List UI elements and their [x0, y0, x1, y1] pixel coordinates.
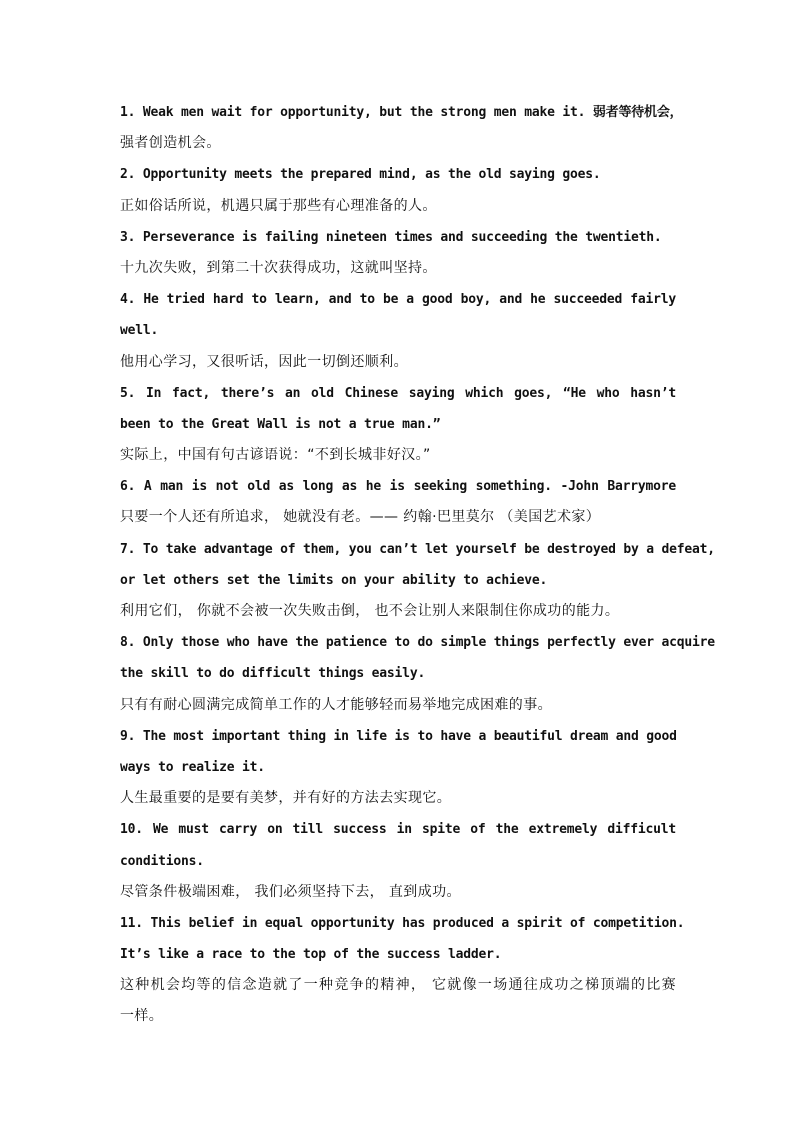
- quote-2-chinese: 正如俗话所说，机遇只属于那些有心理准备的人。: [120, 197, 437, 214]
- quote-9-english-line-1: 9. The most important thing in life is to have a beautiful dream and good: [120, 728, 677, 744]
- quote-item-7: [120, 534, 715, 628]
- quote-item-3: [120, 222, 676, 284]
- quote-10-chinese: 尽管条件极端困难， 我们必须坚持下去， 直到成功。: [120, 883, 461, 900]
- quote-item-11: [120, 908, 685, 1033]
- quote-10-english-line-1: 10. We must carry on till success in spite of the extremely difficult: [120, 822, 676, 838]
- quote-4-chinese: 他用心学习，又很听话，因此一切倒还顺利。: [120, 353, 408, 370]
- quote-10-english-line-2: conditions.: [120, 853, 204, 869]
- quote-11-english-line-1: 11. This belief in equal opportunity has produced a spirit of competition.: [120, 915, 685, 931]
- quote-9-english-line-2: ways to realize it.: [120, 759, 265, 775]
- quote-item-9: [120, 721, 676, 815]
- quote-7-chinese: 利用它们， 你就不会被一次失败击倒， 也不会让别人来限制住你成功的能力。: [120, 603, 620, 619]
- quote-3-english: 3. Perseverance is failing nineteen times and succeeding the twentieth.: [120, 229, 662, 245]
- quote-2-english: 2. Opportunity meets the prepared mind, as the old saying goes.: [120, 167, 601, 183]
- quote-5-english-line-1: 5. In fact, there’s an old Chinese saying which goes, “He who hasn’t: [120, 385, 676, 401]
- quote-11-chinese-line-1: 这种机会均等的信念造就了一种竞争的精神， 它就像一场通往成功之梯顶端的比赛: [120, 977, 676, 994]
- quote-8-english-line-1: 8. Only those who have the patience to do simple things perfectly ever acquire: [120, 635, 715, 651]
- quote-7-english-line-2: or let others set the limits on your ability to achieve.: [120, 572, 548, 588]
- quote-item-4: [120, 284, 676, 378]
- quote-1-line-2: 强者创造机会。: [120, 135, 221, 152]
- quote-item-5: [120, 378, 676, 472]
- quote-7-english-line-1: 7. To take advantage of them, you can’t let yourself be destroyed by a defeat,: [120, 541, 715, 557]
- quote-5-english-line-2: been to the Great Wall is not a true man.”: [120, 416, 441, 432]
- quote-8-chinese: 只有有耐心圆满完成简单工作的人才能够轻而易举地完成困难的事。: [120, 696, 552, 713]
- quote-item-10: [120, 814, 676, 908]
- quote-item-8: [120, 627, 715, 721]
- quotes-list: [120, 97, 715, 1033]
- quote-item-1: [120, 97, 683, 159]
- quote-6-chinese: 只要一个人还有所追求， 她就没有老。—— 约翰·巴里莫尔 （美国艺术家）: [120, 509, 601, 526]
- quote-8-english-line-2: the skill to do difficult things easily.: [120, 666, 426, 682]
- quote-item-2: [120, 159, 676, 221]
- quote-11-chinese-line-2: 一样。: [120, 1008, 164, 1025]
- quote-1-line-1: 1. Weak men wait for opportunity, but the strong men make it. 弱者等待机会，: [120, 105, 683, 120]
- quote-5-chinese: 实际上，中国有句古谚语说：“不到长城非好汉。”: [120, 447, 431, 464]
- quote-11-english-line-2: It’s like a race to the top of the success ladder.: [120, 947, 502, 963]
- quote-9-chinese: 人生最重要的是要有美梦，并有好的方法去实现它。: [120, 790, 452, 807]
- quote-4-english-line-1: 4. He tried hard to learn, and to be a good boy, and he succeeded fairly: [120, 292, 676, 308]
- quote-item-6: [120, 471, 676, 533]
- quote-3-chinese: 十九次失败，到第二十次获得成功，这就叫坚持。: [120, 259, 437, 276]
- quote-6-english: 6. A man is not old as long as he is seeking something. -John Barrymore: [120, 479, 676, 495]
- quote-4-english-line-2: well.: [120, 323, 159, 339]
